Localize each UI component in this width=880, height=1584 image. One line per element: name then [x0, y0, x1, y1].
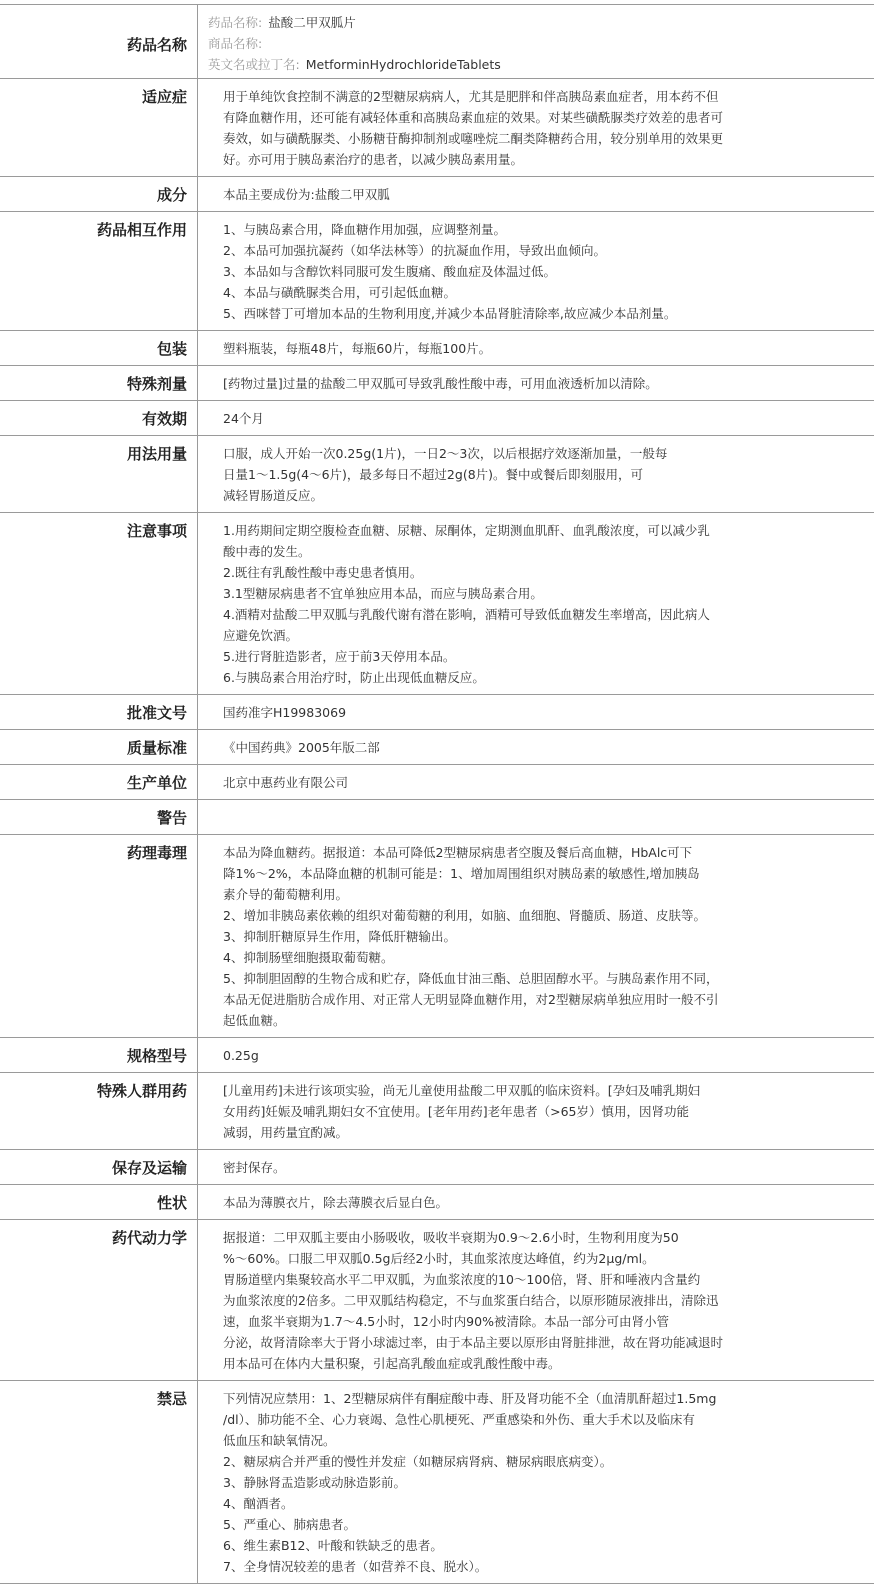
- content-line: 2、增加非胰岛素依赖的组织对葡萄糖的利用，如脑、血细胞、肾髓质、肠道、皮肤等。: [223, 908, 706, 923]
- generic-name-label: 药品名称:: [208, 15, 263, 30]
- trade-name-label: 商品名称:: [208, 36, 263, 51]
- table-row: [0, 79, 874, 177]
- content-line: 奏效，如与磺酰脲类、小肠糖苷酶抑制剂或噻唑烷二酮类降糖药合用，较分别单用的效果更: [223, 131, 724, 146]
- content-line: 国药准字H19983069: [223, 705, 347, 720]
- row-label: 特殊人群用药: [0, 1073, 198, 1149]
- content-line: 酸中毒的发生。: [223, 544, 311, 559]
- content-line: 4、酗酒者。: [223, 1496, 294, 1511]
- content-line: 用本品可在体内大量积聚，引起高乳酸血症或乳酸性酸中毒。: [223, 1356, 561, 1371]
- content-line: 低血压和缺氧情况。: [223, 1433, 336, 1448]
- content-line: 素介导的葡萄糖利用。: [223, 887, 349, 902]
- content-line: 1.用药期间定期空腹检查血糖、尿糖、尿酮体，定期测血肌酐、血乳酸浓度，可以减少乳: [223, 523, 710, 538]
- content-line: 2、糖尿病合并严重的慢性并发症（如糖尿病肾病、糖尿病眼底病变）。: [223, 1454, 613, 1469]
- row-label: 禁忌: [0, 1381, 198, 1583]
- content-line: 分泌，故肾清除率大于肾小球滤过率，由于本品主要以原形由肾脏排泄，故在肾功能减退时: [223, 1335, 724, 1350]
- content-line: 5、严重心、肺病患者。: [223, 1517, 356, 1532]
- row-content: [198, 765, 874, 799]
- content-line: 应避免饮酒。: [223, 628, 299, 643]
- content-line: 4、抑制肠壁细胞摄取葡萄糖。: [223, 950, 394, 965]
- content-line: 据报道：二甲双胍主要由小肠吸收，吸收半衰期为0.9～2.6小时，生物利用度为50: [223, 1230, 679, 1245]
- row-label: 有效期: [0, 401, 198, 435]
- content-line: 为血浆浓度的2倍多。二甲双胍结构稳定，不与血浆蛋白结合，以原形随尿液排出，清除迅: [223, 1293, 719, 1308]
- english-name-label: 英文名或拉丁名:: [208, 57, 300, 72]
- content-line: 4.酒精对盐酸二甲双胍与乳酸代谢有潜在影响，酒精可导致低血糖发生率增高，因此病人: [223, 607, 710, 622]
- content-line: 起低血糖。: [223, 1013, 286, 1028]
- content-line: 5.进行肾脏造影者，应于前3天停用本品。: [223, 649, 456, 664]
- content-line: 7、全身情况较差的患者（如营养不良、脱水）。: [223, 1559, 488, 1574]
- row-content: [198, 212, 874, 330]
- row-content: [198, 331, 874, 365]
- table-row: [0, 331, 874, 366]
- content-line: 口服，成人开始一次0.25g(1片)，一日2～3次，以后根据疗效逐渐加量，一般每: [223, 446, 668, 461]
- table-row: [0, 366, 874, 401]
- row-content: [198, 800, 874, 834]
- row-label: 警告: [0, 800, 198, 834]
- row-content: [198, 1185, 874, 1219]
- table-row: [0, 1185, 874, 1220]
- content-line: 3.1型糖尿病患者不宜单独应用本品，而应与胰岛素合用。: [223, 586, 543, 601]
- row-label: 性状: [0, 1185, 198, 1219]
- rows-container: [0, 79, 874, 1584]
- row-content: [198, 1038, 874, 1072]
- row-content: [198, 513, 874, 694]
- row-label: 质量标准: [0, 730, 198, 764]
- table-row: [0, 1073, 874, 1150]
- content-line: 女用药]妊娠及哺乳期妇女不宜使用。[老年用药]老年患者（>65岁）慎用，因肾功能: [223, 1104, 690, 1119]
- row-label: 注意事项: [0, 513, 198, 694]
- content-line: [药物过量]过量的盐酸二甲双胍可导致乳酸性酸中毒，可用血液透析加以清除。: [223, 376, 658, 391]
- row-label: 规格型号: [0, 1038, 198, 1072]
- content-line: 本品主要成份为:盐酸二甲双胍: [223, 187, 390, 202]
- content-line: 减弱，用药量宜酌减。: [223, 1125, 349, 1140]
- row-content: [198, 1220, 874, 1380]
- row-content: [198, 177, 874, 211]
- table-row: [0, 513, 874, 695]
- content-line: [223, 807, 862, 828]
- content-line: 北京中惠药业有限公司: [223, 775, 349, 790]
- content-line: 2.既往有乳酸性酸中毒史患者慎用。: [223, 565, 423, 580]
- row-content: [198, 695, 874, 729]
- content-line: 5、西咪替丁可增加本品的生物利用度,并减少本品肾脏清除率,故应减少本品剂量。: [223, 306, 677, 321]
- table-row: [0, 1038, 874, 1073]
- row-label: 药品相互作用: [0, 212, 198, 330]
- content-line: 密封保存。: [223, 1160, 286, 1175]
- trade-name-line: [208, 33, 862, 54]
- row-label: 适应症: [0, 79, 198, 176]
- table-row: [0, 212, 874, 331]
- content-line: 0.25g: [223, 1048, 259, 1063]
- content-line: 3、静脉肾盂造影或动脉造影前。: [223, 1475, 406, 1490]
- row-content: [198, 79, 874, 176]
- table-row: [0, 800, 874, 835]
- generic-name-value: 盐酸二甲双胍片: [268, 15, 356, 30]
- content-line: 速，血浆半衰期为1.7～4.5小时，12小时内90%被清除。本品一部分可由肾小管: [223, 1314, 669, 1329]
- row-label: 药代动力学: [0, 1220, 198, 1380]
- content-line: 下列情况应禁用：1、2型糖尿病伴有酮症酸中毒、肝及肾功能不全（血清肌酐超过1.5mg: [223, 1391, 717, 1406]
- content-line: 6、维生素B12、叶酸和铁缺乏的患者。: [223, 1538, 443, 1553]
- row-label: 保存及运输: [0, 1150, 198, 1184]
- table-row: [0, 1220, 874, 1381]
- content-line: 1、与胰岛素合用，降血糖作用加强，应调整剂量。: [223, 222, 506, 237]
- row-label: 成分: [0, 177, 198, 211]
- row-content: [198, 1381, 874, 1583]
- content-line: 有降血糖作用，还可能有减轻体重和高胰岛素血症的效果。对某些磺酰脲类疗效差的患者可: [223, 110, 724, 125]
- row-label-drug-name: 药品名称: [0, 5, 198, 78]
- content-line: 本品为降血糖药。据报道：本品可降低2型糖尿病患者空腹及餐后高血糖，HbAlc可下: [223, 845, 693, 860]
- content-line: 本品无促进脂肪合成作用、对正常人无明显降血糖作用，对2型糖尿病单独应用时一般不引: [223, 992, 719, 1007]
- generic-name-line: [208, 12, 862, 33]
- row-drug-name: [0, 5, 874, 79]
- row-label: 特殊剂量: [0, 366, 198, 400]
- row-label: 药理毒理: [0, 835, 198, 1037]
- content-line: /dl）、肺功能不全、心力衰竭、急性心肌梗死、严重感染和外伤、重大手术以及临床有: [223, 1412, 695, 1427]
- row-content: [198, 730, 874, 764]
- content-line: 4、本品与磺酰脲类合用，可引起低血糖。: [223, 285, 456, 300]
- content-line: [儿童用药]未进行该项实验，尚无儿童使用盐酸二甲双胍的临床资料。[孕妇及哺乳期妇: [223, 1083, 701, 1098]
- row-content: [198, 835, 874, 1037]
- table-row: [0, 835, 874, 1038]
- row-label: 生产单位: [0, 765, 198, 799]
- content-line: 降1%～2%，本品降血糖的机制可能是：1、增加周围组织对胰岛素的敏感性,增加胰岛: [223, 866, 700, 881]
- drug-name-block: [198, 5, 874, 78]
- content-line: 2、本品可加强抗凝药（如华法林等）的抗凝血作用，导致出血倾向。: [223, 243, 606, 258]
- content-line: 5、抑制胆固醇的生物合成和贮存，降低血甘油三酯、总胆固醇水平。与胰岛素作用不同，: [223, 971, 719, 986]
- content-line: 3、抑制肝糖原异生作用，降低肝糖输出。: [223, 929, 456, 944]
- content-line: 6.与胰岛素合用治疗时，防止出现低血糖反应。: [223, 670, 485, 685]
- content-line: 好。亦可用于胰岛素治疗的患者，以减少胰岛素用量。: [223, 152, 524, 167]
- row-content: [198, 436, 874, 512]
- content-line: 减轻胃肠道反应。: [223, 488, 324, 503]
- content-line: 本品为薄膜衣片，除去薄膜衣后显白色。: [223, 1195, 449, 1210]
- table-row: [0, 1150, 874, 1185]
- content-line: 24个月: [223, 411, 264, 426]
- content-line: 3、本品如与含醇饮料同服可发生腹痛、酸血症及体温过低。: [223, 264, 556, 279]
- english-name-value: MetforminHydrochlorideTablets: [305, 57, 501, 72]
- english-name-line: [208, 54, 862, 75]
- table-row: [0, 1381, 874, 1584]
- table-row: [0, 177, 874, 212]
- row-content: [198, 1150, 874, 1184]
- row-label: 批准文号: [0, 695, 198, 729]
- content-line: %～60%。口服二甲双胍0.5g后经2小时，其血浆浓度达峰值，约为2μg/ml。: [223, 1251, 655, 1266]
- table-row: [0, 436, 874, 513]
- table-row: [0, 401, 874, 436]
- row-content: [198, 366, 874, 400]
- content-line: 日量1～1.5g(4～6片)，最多每日不超过2g(8片)。餐中或餐后即刻服用，可: [223, 467, 644, 482]
- row-label: 包装: [0, 331, 198, 365]
- content-line: 塑料瓶装，每瓶48片，每瓶60片，每瓶100片。: [223, 341, 492, 356]
- row-content: [198, 401, 874, 435]
- table-row: [0, 730, 874, 765]
- content-line: 《中国药典》2005年版二部: [223, 740, 380, 755]
- table-row: [0, 765, 874, 800]
- table-row: [0, 695, 874, 730]
- content-line: 用于单纯饮食控制不满意的2型糖尿病病人，尤其是肥胖和伴高胰岛素血症者，用本药不但: [223, 89, 719, 104]
- row-label: 用法用量: [0, 436, 198, 512]
- content-line: 胃肠道壁内集聚较高水平二甲双胍，为血浆浓度的10～100倍，肾、肝和唾液内含量约: [223, 1272, 701, 1287]
- drug-info-table: [0, 4, 874, 1584]
- row-content: [198, 1073, 874, 1149]
